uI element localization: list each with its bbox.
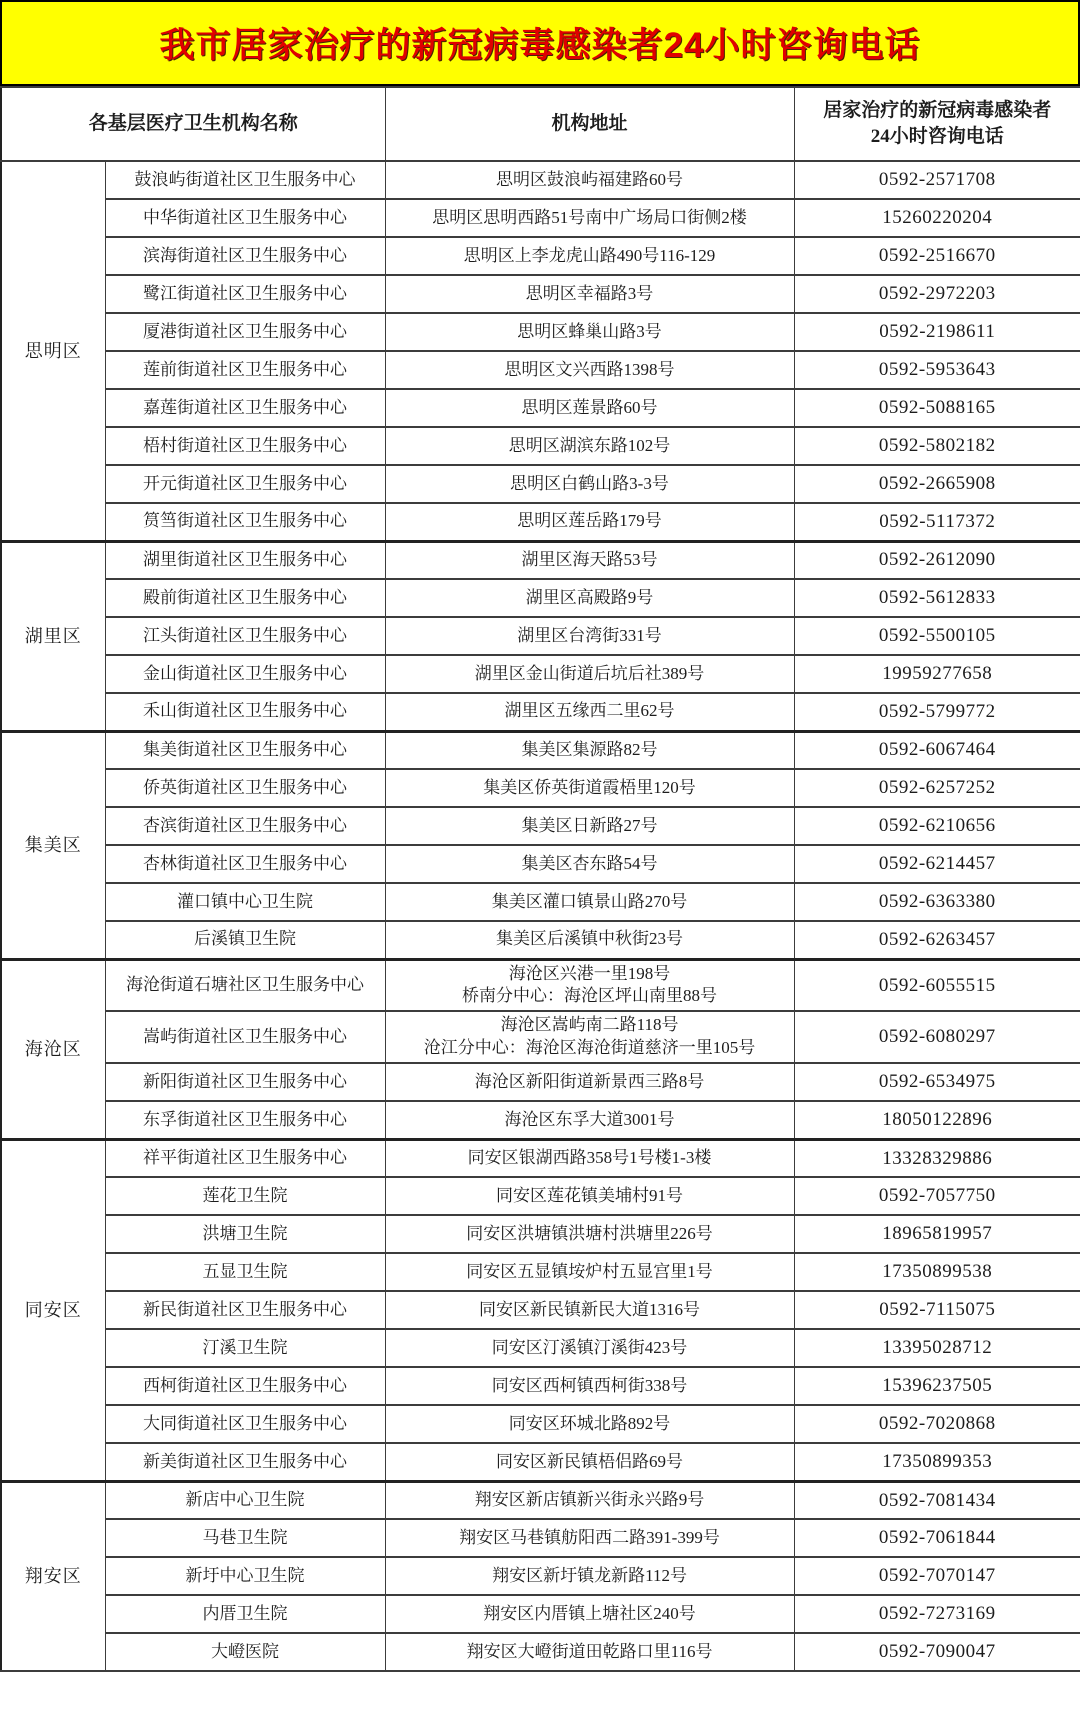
facility-address-line: 桥南分中心：海沧区坪山南里88号 (462, 986, 718, 1006)
table-row (1, 1557, 1080, 1595)
facility-address (385, 541, 794, 579)
facility-address (385, 731, 794, 769)
facility-address (385, 617, 794, 655)
column-header-phone (794, 87, 1080, 161)
facility-name: 大同街道社区卫生服务中心 (105, 1405, 385, 1443)
facility-address (385, 1633, 794, 1671)
facility-address-line: 海沧区东孚大道3001号 (504, 1109, 675, 1129)
facility-name: 莲花卫生院 (105, 1177, 385, 1215)
facility-phone: 0592-2571708 (794, 161, 1080, 199)
facility-address-line: 翔安区大嶝街道田乾路口里116号 (466, 1641, 713, 1661)
facility-address (385, 1481, 794, 1519)
facility-address-line: 思明区上李龙虎山路490号116-129 (463, 245, 716, 265)
facility-address-line: 同安区汀溪镇汀溪街423号 (491, 1337, 688, 1357)
facility-name: 内厝卫生院 (105, 1595, 385, 1633)
facility-address-line: 思明区幸福路3号 (525, 283, 654, 303)
facility-address (385, 1557, 794, 1595)
facility-name: 新阳街道社区卫生服务中心 (105, 1063, 385, 1101)
facility-name: 五显卫生院 (105, 1253, 385, 1291)
facility-phone: 0592-6534975 (794, 1063, 1080, 1101)
facility-address (385, 883, 794, 921)
table-row (1, 1177, 1080, 1215)
facility-name: 中华街道社区卫生服务中心 (105, 199, 385, 237)
facility-address (385, 1519, 794, 1557)
facility-name: 海沧街道石塘社区卫生服务中心 (105, 959, 385, 1011)
facility-address (385, 161, 794, 199)
table-row (1, 351, 1080, 389)
facility-address-line: 集美区侨英街道霞梧里120号 (483, 777, 696, 797)
district-label: 同安区 (1, 1139, 105, 1481)
facility-name: 殿前街道社区卫生服务中心 (105, 579, 385, 617)
page-title: 我市居家治疗的新冠病毒感染者24小时咨询电话 (159, 26, 921, 65)
facility-name: 大嶝医院 (105, 1633, 385, 1671)
facility-address-line: 同安区新民镇新民大道1316号 (479, 1299, 701, 1319)
facility-address (385, 313, 794, 351)
district-label: 思明区 (1, 161, 105, 541)
facility-name: 厦港街道社区卫生服务中心 (105, 313, 385, 351)
facility-address-line: 集美区杏东路54号 (521, 853, 658, 873)
table-row (1, 313, 1080, 351)
facility-name: 鼓浪屿街道社区卫生服务中心 (105, 161, 385, 199)
facility-phone: 0592-7273169 (794, 1595, 1080, 1633)
facility-address (385, 351, 794, 389)
table-row (1, 921, 1080, 959)
facility-address-line: 思明区思明西路51号南中广场局口街侧2楼 (432, 207, 747, 227)
facility-address (385, 1291, 794, 1329)
table-row (1, 1101, 1080, 1139)
facility-address-line: 思明区莲景路60号 (521, 397, 658, 417)
facility-phone: 0592-6257252 (794, 769, 1080, 807)
facility-address-line: 翔安区新店镇新兴街永兴路9号 (474, 1490, 705, 1510)
facility-address-line: 翔安区马巷镇舫阳西二路391-399号 (459, 1527, 720, 1547)
facility-name: 嘉莲街道社区卫生服务中心 (105, 389, 385, 427)
facility-name: 滨海街道社区卫生服务中心 (105, 237, 385, 275)
facility-name: 金山街道社区卫生服务中心 (105, 655, 385, 693)
facility-address-line: 翔安区新圩镇龙新路112号 (492, 1565, 687, 1585)
facility-address-line: 思明区白鹤山路3-3号 (510, 473, 669, 493)
facility-address (385, 1595, 794, 1633)
facility-name: 洪塘卫生院 (105, 1215, 385, 1253)
facility-name: 梧村街道社区卫生服务中心 (105, 427, 385, 465)
facility-phone: 15396237505 (794, 1367, 1080, 1405)
facility-phone: 0592-5612833 (794, 579, 1080, 617)
facility-address-line: 湖里区台湾街331号 (517, 625, 662, 645)
facility-phone: 0592-6080297 (794, 1011, 1080, 1063)
table-row (1, 1367, 1080, 1405)
facility-name: 新店中心卫生院 (105, 1481, 385, 1519)
facility-name: 莲前街道社区卫生服务中心 (105, 351, 385, 389)
facility-address-line: 集美区灌口镇景山路270号 (491, 891, 688, 911)
column-header-phone-line1: 居家治疗的新冠病毒感染者 (823, 100, 1052, 122)
facility-address-line: 海沧区嵩屿南二路118号 (500, 1015, 679, 1035)
facility-address (385, 1177, 794, 1215)
facility-name: 侨英街道社区卫生服务中心 (105, 769, 385, 807)
facility-address (385, 503, 794, 541)
facility-address-line: 湖里区高殿路9号 (525, 587, 654, 607)
facility-name: 祥平街道社区卫生服务中心 (105, 1139, 385, 1177)
facility-phone: 0592-5500105 (794, 617, 1080, 655)
table-row (1, 465, 1080, 503)
table-row (1, 731, 1080, 769)
facility-address (385, 769, 794, 807)
facility-name: 嵩屿街道社区卫生服务中心 (105, 1011, 385, 1063)
facility-phone: 18965819957 (794, 1215, 1080, 1253)
facility-address-line: 沧江分中心：海沧区海沧街道慈济一里105号 (423, 1038, 756, 1058)
table-row (1, 1215, 1080, 1253)
district-label: 海沧区 (1, 959, 105, 1139)
table-row (1, 1011, 1080, 1063)
facility-phone: 0592-2198611 (794, 313, 1080, 351)
facility-address (385, 199, 794, 237)
facility-address-line: 湖里区金山街道后坑后社389号 (474, 663, 705, 683)
facility-phone: 0592-7061844 (794, 1519, 1080, 1557)
facility-address (385, 1443, 794, 1481)
facility-phone: 13328329886 (794, 1139, 1080, 1177)
table-row (1, 807, 1080, 845)
facility-address-line: 同安区环城北路892号 (508, 1413, 671, 1433)
table-row (1, 389, 1080, 427)
facility-name: 杏林街道社区卫生服务中心 (105, 845, 385, 883)
facility-address-line: 同安区洪塘镇洪塘村洪塘里226号 (466, 1223, 713, 1243)
table-row (1, 1291, 1080, 1329)
table-row (1, 617, 1080, 655)
facility-address-line: 同安区五显镇垵炉村五显宫里1号 (466, 1261, 713, 1281)
table-row (1, 1633, 1080, 1671)
facility-name: 杏滨街道社区卫生服务中心 (105, 807, 385, 845)
facility-name: 新民街道社区卫生服务中心 (105, 1291, 385, 1329)
facility-phone: 0592-5802182 (794, 427, 1080, 465)
facility-phone: 0592-6055515 (794, 959, 1080, 1011)
table-row (1, 199, 1080, 237)
facility-address (385, 1253, 794, 1291)
table-row (1, 427, 1080, 465)
facility-address-line: 思明区湖滨东路102号 (508, 435, 671, 455)
facility-phone: 19959277658 (794, 655, 1080, 693)
facility-phone: 0592-2972203 (794, 275, 1080, 313)
table-header (1, 87, 1080, 161)
table-row (1, 161, 1080, 199)
facility-name: 禾山街道社区卫生服务中心 (105, 693, 385, 731)
facility-phone: 0592-5953643 (794, 351, 1080, 389)
facility-phone: 17350899538 (794, 1253, 1080, 1291)
column-header-phone-line2: 24小时咨询电话 (870, 126, 1004, 147)
facility-address (385, 427, 794, 465)
facility-address-line: 思明区鼓浪屿福建路60号 (496, 169, 684, 189)
facility-phone: 0592-2516670 (794, 237, 1080, 275)
facility-phone: 0592-2665908 (794, 465, 1080, 503)
facility-name: 鹭江街道社区卫生服务中心 (105, 275, 385, 313)
table-row (1, 237, 1080, 275)
facility-phone: 0592-7081434 (794, 1481, 1080, 1519)
table-row (1, 959, 1080, 1011)
facility-address-line: 同安区西柯镇西柯街338号 (491, 1375, 688, 1395)
table-body (1, 161, 1080, 1671)
facility-address (385, 1367, 794, 1405)
facility-address-line: 集美区日新路27号 (521, 815, 658, 835)
table-row (1, 541, 1080, 579)
facility-address (385, 807, 794, 845)
facility-address-line: 思明区文兴西路1398号 (504, 359, 675, 379)
facility-address (385, 1405, 794, 1443)
facility-address (385, 921, 794, 959)
facility-address-line: 同安区新民镇梧侣路69号 (496, 1451, 684, 1471)
table-row (1, 769, 1080, 807)
table-row (1, 1443, 1080, 1481)
facility-phone: 0592-6363380 (794, 883, 1080, 921)
facility-name: 西柯街道社区卫生服务中心 (105, 1367, 385, 1405)
table-row (1, 655, 1080, 693)
facility-name: 汀溪卫生院 (105, 1329, 385, 1367)
facility-address-line: 思明区莲岳路179号 (517, 511, 662, 531)
facility-name: 集美街道社区卫生服务中心 (105, 731, 385, 769)
column-header-address: 机构地址 (385, 87, 794, 161)
district-label: 湖里区 (1, 541, 105, 731)
table-row (1, 1329, 1080, 1367)
facility-phone: 0592-7020868 (794, 1405, 1080, 1443)
facility-address-line: 翔安区内厝镇上塘社区240号 (483, 1603, 696, 1623)
facility-name: 湖里街道社区卫生服务中心 (105, 541, 385, 579)
header-row (1, 87, 1080, 161)
table-row (1, 1253, 1080, 1291)
facility-address (385, 237, 794, 275)
facility-name: 马巷卫生院 (105, 1519, 385, 1557)
facility-address-line: 同安区莲花镇美埔村91号 (496, 1185, 684, 1205)
facility-address (385, 693, 794, 731)
table-row (1, 1519, 1080, 1557)
facility-address-line: 海沧区新阳街道新景西三路8号 (474, 1071, 705, 1091)
facility-phone: 0592-5799772 (794, 693, 1080, 731)
table-row (1, 1405, 1080, 1443)
facility-address (385, 1329, 794, 1367)
table-row (1, 883, 1080, 921)
table-row (1, 1481, 1080, 1519)
facility-phone: 0592-6214457 (794, 845, 1080, 883)
table-row (1, 1063, 1080, 1101)
facility-phone: 0592-7115075 (794, 1291, 1080, 1329)
facility-address-line: 同安区银湖西路358号1号楼1-3楼 (467, 1148, 712, 1168)
facility-address (385, 1215, 794, 1253)
facility-address-line: 湖里区海天路53号 (521, 549, 658, 569)
facility-address (385, 465, 794, 503)
facility-phone: 0592-6210656 (794, 807, 1080, 845)
facility-phone: 17350899353 (794, 1443, 1080, 1481)
facility-phone: 0592-2612090 (794, 541, 1080, 579)
facility-phone: 15260220204 (794, 199, 1080, 237)
facility-name: 后溪镇卫生院 (105, 921, 385, 959)
facility-address (385, 579, 794, 617)
facility-name: 新圩中心卫生院 (105, 1557, 385, 1595)
facility-address (385, 959, 794, 1011)
facility-phone: 0592-6067464 (794, 731, 1080, 769)
facility-phone: 18050122896 (794, 1101, 1080, 1139)
facility-phone: 0592-7090047 (794, 1633, 1080, 1671)
facility-address (385, 655, 794, 693)
facility-phone: 0592-6263457 (794, 921, 1080, 959)
facility-address-line: 海沧区兴港一里198号 (508, 963, 671, 983)
table-row (1, 579, 1080, 617)
facility-name: 新美街道社区卫生服务中心 (105, 1443, 385, 1481)
hotline-table (0, 86, 1080, 1672)
facility-address (385, 1101, 794, 1139)
column-header-name: 各基层医疗卫生机构名称 (1, 87, 385, 161)
table-row (1, 845, 1080, 883)
facility-phone: 13395028712 (794, 1329, 1080, 1367)
facility-address-line: 集美区集源路82号 (521, 739, 658, 759)
facility-phone: 0592-7070147 (794, 1557, 1080, 1595)
facility-name: 筼筜街道社区卫生服务中心 (105, 503, 385, 541)
facility-address (385, 389, 794, 427)
district-label: 集美区 (1, 731, 105, 959)
table-row (1, 1595, 1080, 1633)
facility-address (385, 1063, 794, 1101)
facility-phone: 0592-5117372 (794, 503, 1080, 541)
table-row (1, 503, 1080, 541)
table-row (1, 275, 1080, 313)
facility-address (385, 845, 794, 883)
title-banner (0, 0, 1080, 86)
facility-phone: 0592-7057750 (794, 1177, 1080, 1215)
facility-address (385, 1011, 794, 1063)
district-label: 翔安区 (1, 1481, 105, 1671)
facility-address-line: 集美区后溪镇中秋街23号 (496, 929, 684, 949)
facility-name: 东孚街道社区卫生服务中心 (105, 1101, 385, 1139)
facility-name: 江头街道社区卫生服务中心 (105, 617, 385, 655)
facility-name: 开元街道社区卫生服务中心 (105, 465, 385, 503)
facility-address-line: 湖里区五缘西二里62号 (504, 701, 675, 721)
facility-address-line: 思明区蜂巢山路3号 (517, 321, 662, 341)
facility-address (385, 1139, 794, 1177)
table-row (1, 1139, 1080, 1177)
facility-phone: 0592-5088165 (794, 389, 1080, 427)
table-row (1, 693, 1080, 731)
facility-name: 灌口镇中心卫生院 (105, 883, 385, 921)
facility-address (385, 275, 794, 313)
